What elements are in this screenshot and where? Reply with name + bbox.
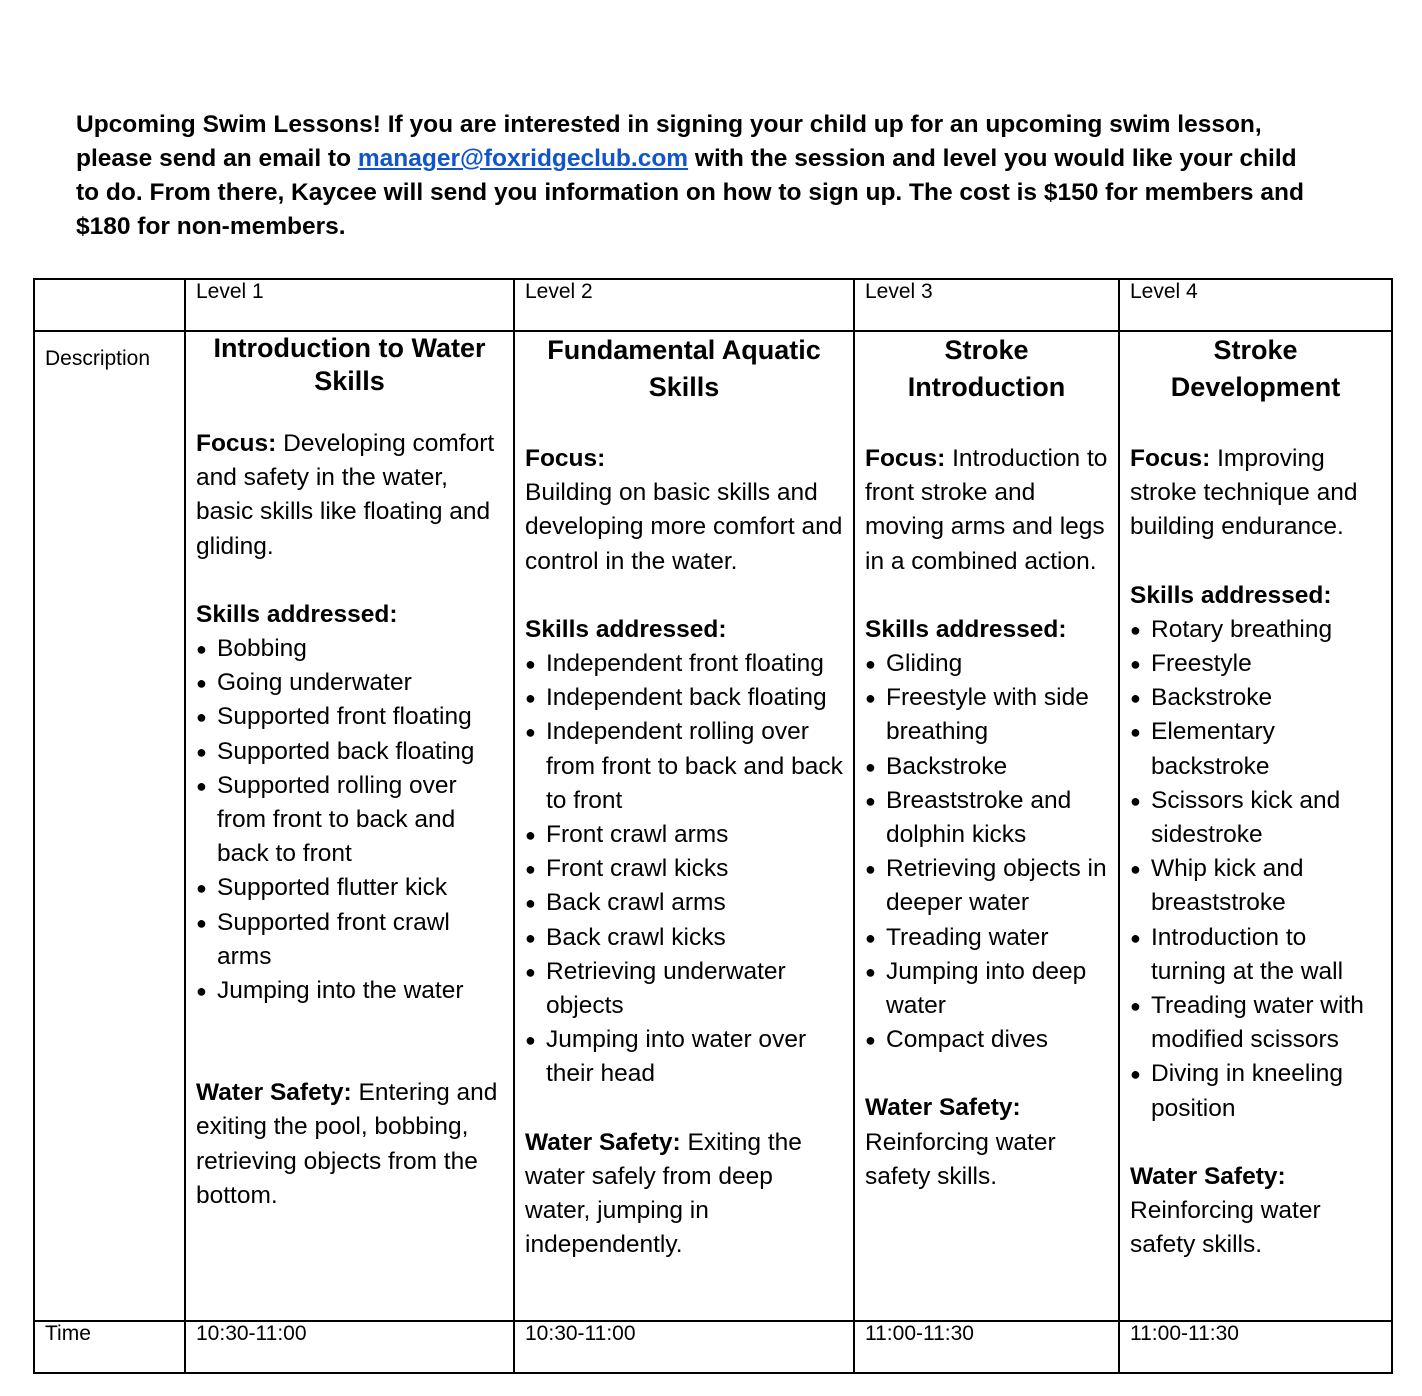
- level-4-header: Level 4: [1119, 279, 1392, 331]
- level-1-skills-list: [196, 632, 503, 1008]
- manager-email-link[interactable]: manager@foxridgeclub.com: [357, 145, 689, 172]
- level-2-safety-text: Exiting the water safely from deep water, jumping in independently.: [525, 1128, 802, 1259]
- skill-item: ● Treading water: [865, 921, 1108, 955]
- level-3-focus-text: Introduction to front stroke and moving arms and legs in a combined action.: [865, 445, 1108, 575]
- skill-item: ● Supported front crawl arms: [196, 906, 503, 974]
- intro-paragraph: [76, 108, 1316, 244]
- description-row-label: Description: [34, 331, 185, 1321]
- skill-item: ● Back crawl kicks: [525, 921, 843, 955]
- level-3-safety-text: Reinforcing water safety skills.: [865, 1128, 1056, 1190]
- level-4-focus: [1130, 442, 1381, 545]
- level-2-header: Level 2: [514, 279, 854, 331]
- skill-item: ● Gliding: [865, 647, 1108, 681]
- skill-item: ● Freestyle: [1130, 647, 1381, 681]
- level-4-title: Stroke Development: [1170, 335, 1341, 402]
- skills-label: Skills addressed:: [1130, 581, 1332, 609]
- skill-item: ● Compact dives: [865, 1023, 1108, 1057]
- water-safety-label: Water Safety:: [525, 1128, 681, 1156]
- level-1-focus-text: Developing comfort and safety in the water, basic skills like floating and gliding.: [196, 430, 495, 560]
- level-1-time: 10:30-11:00: [185, 1321, 514, 1373]
- level-4-focus-text: Improving stroke technique and building endurance.: [1130, 445, 1358, 541]
- level-3-header: Level 3: [854, 279, 1119, 331]
- level-2-focus-text: Building on basic skills and developing more comfort and control in the water.: [525, 479, 843, 575]
- level-4-skills-list: [1130, 613, 1381, 1126]
- description-row: [34, 331, 1392, 1321]
- skill-item: ● Jumping into deep water: [865, 955, 1108, 1023]
- level-1-focus: [196, 427, 503, 564]
- skill-item: ● Supported front floating: [196, 700, 503, 734]
- level-1-description: [185, 331, 514, 1321]
- skill-item: ● Freestyle with side breathing: [865, 681, 1108, 749]
- level-3-time: 11:00-11:30: [854, 1321, 1119, 1373]
- intro-text-before-email: Upcoming Swim Lessons! If you are interested in signing your child up for an upcoming swim lesson, please send an email to: [76, 111, 1262, 172]
- skill-item: ● Treading water with modified scissors: [1130, 989, 1381, 1057]
- level-4-time: 11:00-11:30: [1119, 1321, 1392, 1373]
- level-2-time: 10:30-11:00: [514, 1321, 854, 1373]
- skill-item: ● Going underwater: [196, 666, 503, 700]
- skill-item: ● Rotary breathing: [1130, 613, 1381, 647]
- time-row-label: Time: [34, 1321, 185, 1373]
- level-header-row: [34, 279, 1392, 331]
- skill-item: ● Scissors kick and sidestroke: [1130, 784, 1381, 852]
- level-2-title: Fundamental Aquatic Skills: [547, 335, 821, 402]
- skill-item: ● Supported rolling over from front to back and back to front: [196, 769, 503, 872]
- skill-item: ● Back crawl arms: [525, 886, 843, 920]
- level-2-water-safety: [525, 1126, 843, 1263]
- skills-label: Skills addressed:: [865, 615, 1067, 643]
- skill-item: ● Breaststroke and dolphin kicks: [865, 784, 1108, 852]
- focus-label: Focus:: [1130, 445, 1211, 472]
- skill-item: ● Independent front floating: [525, 647, 843, 681]
- skill-item: ● Independent back floating: [525, 681, 843, 715]
- water-safety-label: Water Safety:: [1130, 1162, 1286, 1190]
- skill-item: ● Independent rolling over from front to back and back to front: [525, 715, 843, 818]
- skill-item: ● Jumping into water over their head: [525, 1023, 843, 1091]
- skills-label: Skills addressed:: [525, 615, 727, 643]
- swim-lessons-table: [33, 278, 1393, 1374]
- skill-item: ● Introduction to turning at the wall: [1130, 921, 1381, 989]
- level-1-water-safety: [196, 1076, 503, 1213]
- skill-item: ● Whip kick and breaststroke: [1130, 852, 1381, 920]
- skill-item: ● Retrieving underwater objects: [525, 955, 843, 1023]
- level-2-description: [514, 331, 854, 1321]
- skill-item: ● Backstroke: [1130, 681, 1381, 715]
- level-4-safety-text: Reinforcing water safety skills.: [1130, 1197, 1321, 1259]
- level-2-skills-list: [525, 647, 843, 1092]
- level-3-focus: [865, 442, 1108, 579]
- level-1-safety-text: Entering and exiting the pool, bobbing, retrieving objects from the bottom.: [196, 1079, 498, 1209]
- focus-label: Focus:: [196, 430, 277, 457]
- skill-item: ● Retrieving objects in deeper water: [865, 852, 1108, 920]
- intro-text-after-email: with the session and level you would like your child to do. From there, Kaycee will send you information on how to sign up. The cost is $150 for members and $180 for non-members.: [76, 145, 1304, 240]
- skill-item: ● Front crawl arms: [525, 818, 843, 852]
- skill-item: ● Supported flutter kick: [196, 871, 503, 905]
- level-4-description: [1119, 331, 1392, 1321]
- level-3-description: [854, 331, 1119, 1321]
- water-safety-label: Water Safety:: [196, 1079, 352, 1107]
- level-3-skills-list: [865, 647, 1108, 1057]
- level-1-header: Level 1: [185, 279, 514, 331]
- skill-item: ● Jumping into the water: [196, 974, 503, 1008]
- time-row: [34, 1321, 1392, 1373]
- corner-cell: [34, 279, 185, 331]
- skill-item: ● Front crawl kicks: [525, 852, 843, 886]
- level-3-title: Stroke Introduction: [907, 335, 1066, 402]
- focus-label: Focus:: [865, 445, 946, 472]
- skill-item: ● Backstroke: [865, 750, 1108, 784]
- skill-item: ● Bobbing: [196, 632, 503, 666]
- water-safety-label: Water Safety:: [865, 1094, 1021, 1122]
- skill-item: ● Diving in kneeling position: [1130, 1057, 1381, 1125]
- skill-item: ● Supported back floating: [196, 735, 503, 769]
- focus-label: Focus:: [525, 445, 606, 472]
- skills-label: Skills addressed:: [196, 600, 398, 628]
- level-1-title: Introduction to Water Skills: [213, 333, 486, 396]
- skill-item: ● Elementary backstroke: [1130, 715, 1381, 783]
